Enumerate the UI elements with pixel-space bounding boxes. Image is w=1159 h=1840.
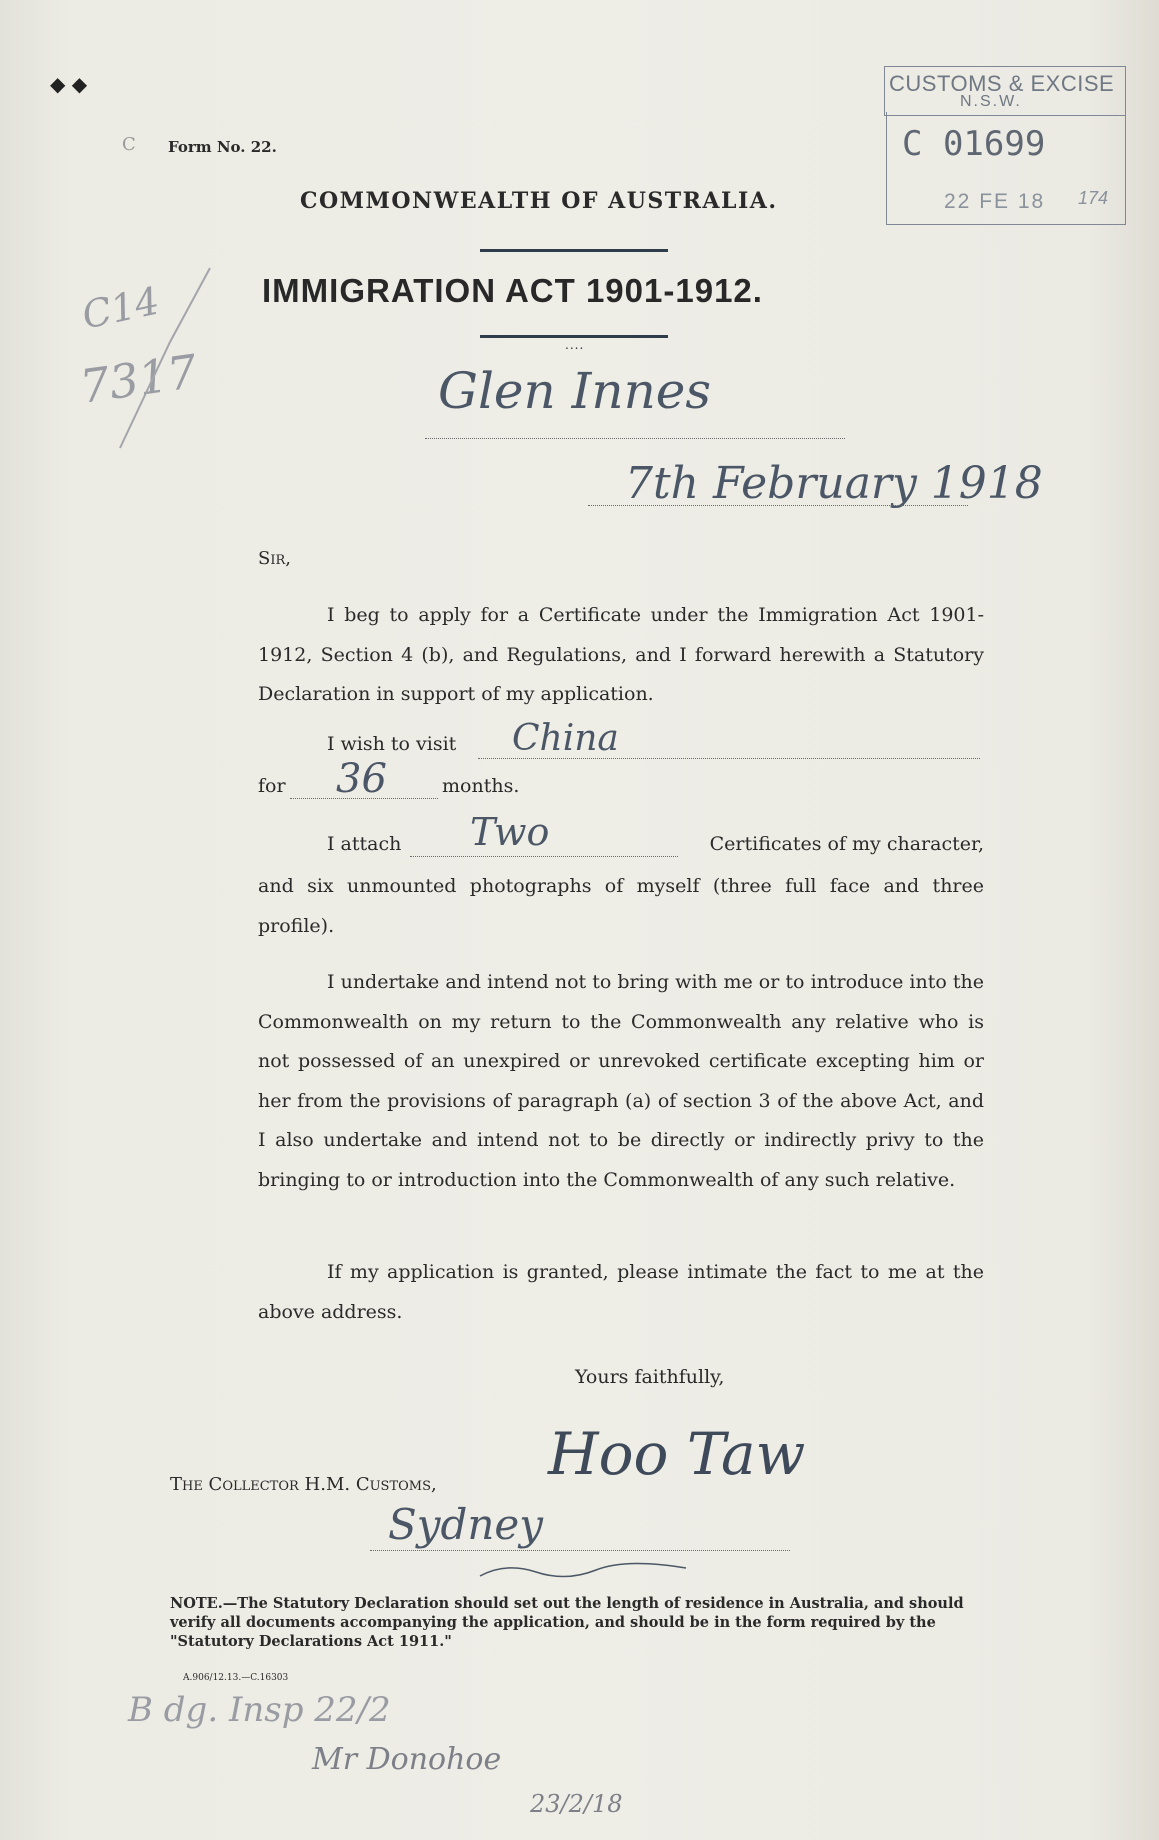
country-heading: COMMONWEALTH OF AUSTRALIA.	[300, 188, 778, 214]
underline-flourish	[476, 1556, 696, 1586]
addressee-place: Sydney	[388, 1500, 544, 1549]
date-line	[588, 505, 968, 506]
addressee-line	[370, 1550, 790, 1551]
stamp-date-suffix: 174	[1078, 188, 1109, 208]
attach-prefix: I attach	[327, 833, 402, 855]
pencil-note-line1: B dg. Insp 22/2	[128, 1690, 391, 1730]
margin-pencil-stroke	[100, 262, 220, 452]
title-dots: ....	[565, 338, 585, 352]
for-label: for	[258, 775, 286, 797]
stamp-line1: CUSTOMS & EXCISE	[889, 71, 1115, 96]
attach-line	[410, 856, 678, 857]
paragraph-apply: I beg to apply for a Certificate under the Immigration Act 1901-1912, Section 4 (b), and Regulations, and I forward herewith a Statutory Declaration in support of my application.	[258, 604, 984, 705]
pencil-note-line3: 23/2/18	[530, 1790, 623, 1818]
printer-mark: C	[122, 134, 136, 155]
attach-suffix: Certificates of my character,	[709, 833, 984, 855]
pencil-note-line2: Mr Donohoe	[312, 1742, 502, 1777]
salutation: Sir,	[258, 548, 291, 569]
form-number-text: Form No. 22.	[168, 138, 277, 156]
stamp-number: C 01699	[902, 124, 1046, 164]
print-reference: A.906/12.13.—C.16303	[183, 1673, 289, 1683]
stamp-date: 22 FE 18	[944, 190, 1046, 213]
date-handwritten: 7th February 1918	[625, 458, 1043, 509]
margin-pencil-line2: 7317	[76, 344, 201, 414]
paragraph-photos: and six unmounted photographs of myself (three full face and three profile).	[258, 875, 984, 937]
addressee: The Collector H.M. Customs,	[170, 1474, 437, 1495]
form-number	[122, 134, 277, 156]
footnote: NOTE.—The Statutory Declaration should set out the length of residence in Australia, and should verify all documents accompanying the application, and should be in the form required by the "Statutory Declarations Act 1911."	[170, 1595, 964, 1650]
visit-prefix: I wish to visit	[327, 733, 457, 755]
place-handwritten: Glen Innes	[438, 362, 712, 420]
corner-marks: ◆ ◆	[50, 72, 88, 96]
visit-value: China	[512, 718, 619, 759]
margin-pencil-line1: C14	[78, 278, 164, 338]
months-value: 36	[336, 756, 387, 802]
attach-value: Two	[470, 810, 550, 854]
title-rule-top	[480, 249, 668, 252]
paragraph-undertake: I undertake and intend not to bring with me or to introduce into the Commonwealth on my return to the Commonwealth any relative who is not possessed of an unexpired or unrevoked certificate excepting him or her from the provisions of paragraph (a) of section 3 of the above Act, and I also undertake and intend not to be directly or indirectly privy to the bringing to or introduction into the Commonwealth of any such relative.	[258, 971, 984, 1191]
act-title: IMMIGRATION ACT 1901-1912.	[262, 272, 763, 309]
stamp-line2: N.S.W.	[960, 93, 1022, 110]
place-line	[425, 438, 845, 439]
signature: Hoo Taw	[548, 1420, 806, 1488]
closing: Yours faithfully,	[575, 1366, 725, 1388]
paragraph-granted: If my application is granted, please intimate the fact to me at the above address.	[258, 1261, 984, 1323]
months-label: months.	[442, 775, 520, 797]
